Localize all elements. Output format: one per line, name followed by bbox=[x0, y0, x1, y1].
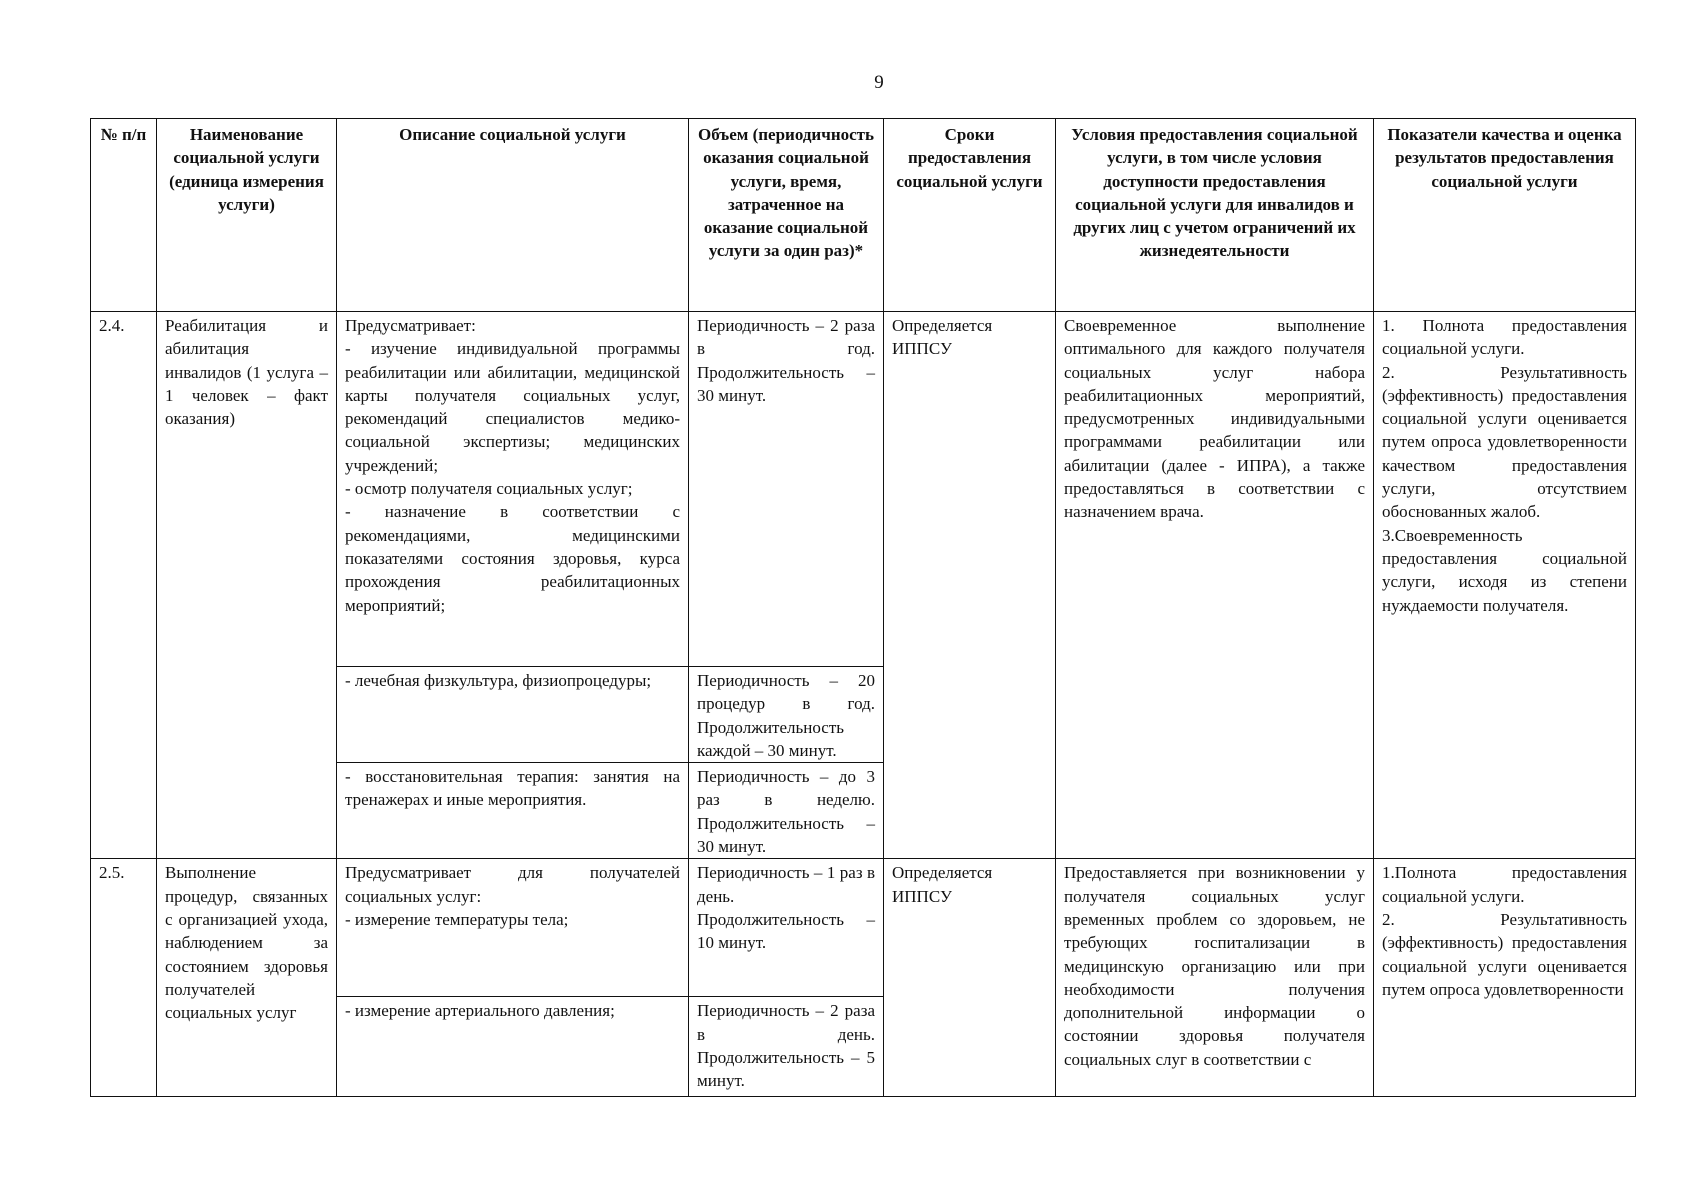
header-terms: Сроки предоставления социальной услуги bbox=[884, 119, 1056, 312]
row-service-name: Реабилитация и абилитация инвалидов (1 услуга – 1 человек – факт оказания) bbox=[157, 312, 337, 859]
row-volume: Периодичность – до 3 раз в неделю. Продолжительность – 30 минут. bbox=[689, 763, 884, 859]
table-row bbox=[91, 312, 1636, 667]
header-description: Описание социальной услуги bbox=[337, 119, 689, 312]
header-volume: Объем (периодичность оказания социальной услуги, время, затраченное на оказание социальной услуги за один раз)* bbox=[689, 119, 884, 312]
table-row bbox=[91, 859, 1636, 997]
row-service-name: Выполнение процедур, связанных с организацией ухода, наблюдением за состоянием здоровья получателей социальных услуг bbox=[157, 859, 337, 1097]
row-description: - лечебная физкультура, физиопроцедуры; bbox=[337, 667, 689, 763]
row-description: Предусматривает: - изучение индивидуальной программы реабилитации или абилитации, медицинской карты получателя социальных услуг, рекомендаций специалистов медико-социальной экспертизы; медицинских учреждений; - осмотр получателя социальных услуг; - назначение в соответствии с рекомендациями, медицинскими показателями состояния здоровья, курса прохождения реабилитационных мероприятий; bbox=[337, 312, 689, 667]
row-volume: Периодичность – 2 раза в год. Продолжительность – 30 минут. bbox=[689, 312, 884, 667]
row-number: 2.4. bbox=[91, 312, 157, 859]
row-number: 2.5. bbox=[91, 859, 157, 1097]
quality-item: 1.Полнота предоставления социальной услуги. bbox=[1382, 863, 1627, 906]
table-header-row bbox=[91, 119, 1636, 312]
row-volume: Периодичность – 2 раза в день. Продолжительность – 5 минут. bbox=[689, 997, 884, 1097]
row-conditions: Предоставляется при возникновении у получателя социальных услуг временных проблем со здоровьем, не требующих госпитализации в медицинскую организацию или при необходимости получения дополнительной информации о состоянии здоровья получателя социальных слуг в соответствии с bbox=[1056, 859, 1374, 1097]
row-volume: Периодичность – 20 процедур в год. Продолжительность каждой – 30 минут. bbox=[689, 667, 884, 763]
quality-item: 1. Полнота предоставления социальной услуги. bbox=[1382, 316, 1627, 359]
row-quality bbox=[1374, 312, 1636, 859]
page-number: 9 bbox=[874, 72, 884, 93]
social-services-table bbox=[90, 118, 1636, 1097]
row-description: Предусматривает для получателей социальных услуг: - измерение температуры тела; bbox=[337, 859, 689, 997]
row-volume: Периодичность – 1 раз в день. Продолжительность – 10 минут. bbox=[689, 859, 884, 997]
header-number: № п/п bbox=[91, 119, 157, 312]
row-conditions: Своевременное выполнение оптимального для каждого получателя социальных услуг набора реабилитационных мероприятий, предусмотренных индивидуальными программами реабилитации или абилитации (далее - ИПРА), а также предоставляться в соответствии с назначением врача. bbox=[1056, 312, 1374, 859]
row-terms: Определяется ИППСУ bbox=[884, 312, 1056, 859]
header-service-name: Наименование социальной услуги (единица измерения услуги) bbox=[157, 119, 337, 312]
quality-item: 2. Результативность (эффективность) предоставления социальной услуги оценивается путем опроса удовлетворенности качеством предоставления услуги, отсутствием обоснованных жалоб. bbox=[1382, 362, 1627, 522]
quality-item: 3.Своевременность предоставления социальной услуги, исходя из степени нуждаемости получателя. bbox=[1382, 525, 1627, 615]
row-quality bbox=[1374, 859, 1636, 1097]
quality-item: 2. Результативность (эффективность) предоставления социальной услуги оценивается путем опроса удовлетворенности bbox=[1382, 909, 1627, 999]
row-description: - восстановительная терапия: занятия на тренажерах и иные мероприятия. bbox=[337, 763, 689, 859]
row-description: - измерение артериального давления; bbox=[337, 997, 689, 1097]
header-conditions: Условия предоставления социальной услуги, в том числе условия доступности предоставления социальной услуги для инвалидов и других лиц с учетом ограничений их жизнедеятельности bbox=[1056, 119, 1374, 312]
header-quality: Показатели качества и оценка результатов предоставления социальной услуги bbox=[1374, 119, 1636, 312]
row-terms: Определяется ИППСУ bbox=[884, 859, 1056, 1097]
